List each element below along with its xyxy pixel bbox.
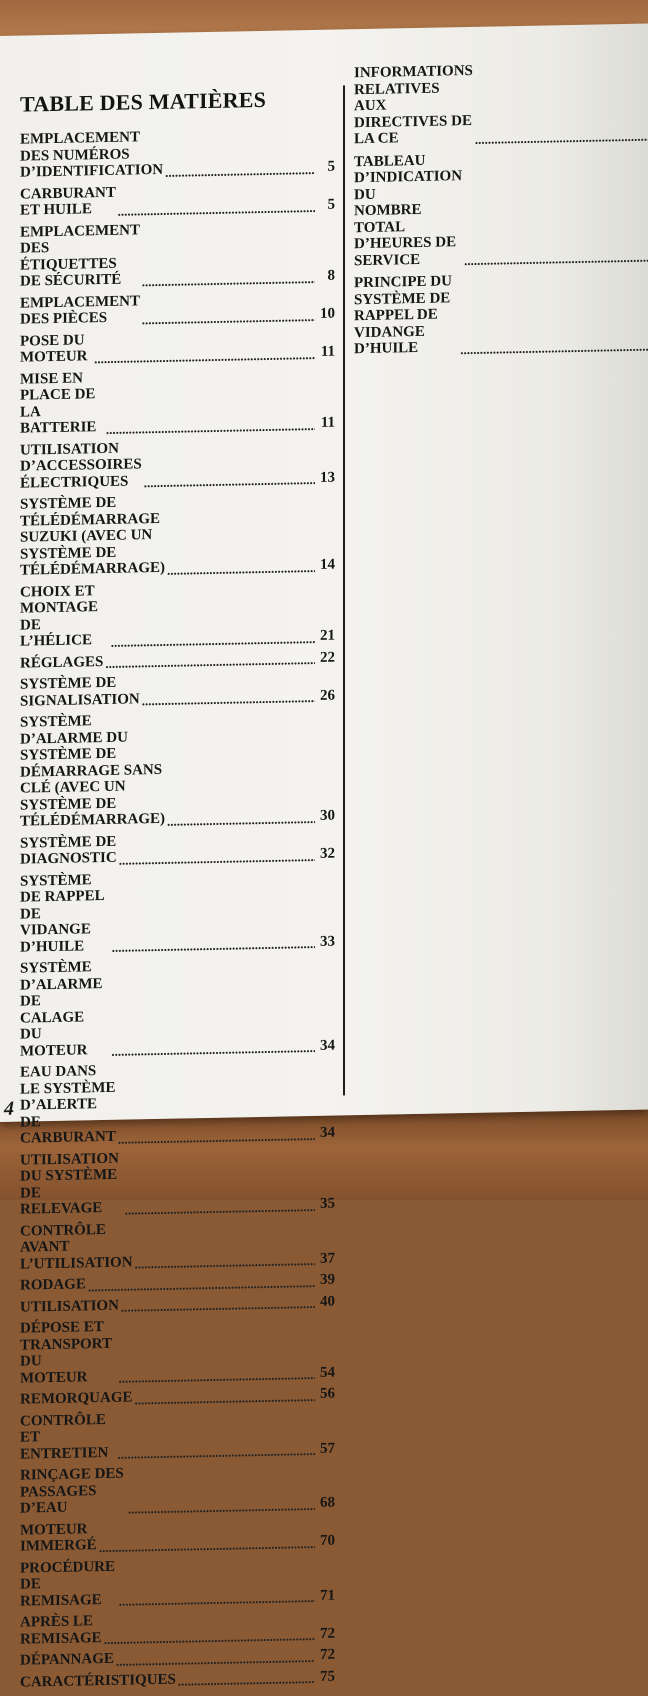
toc-entry[interactable] <box>20 436 335 492</box>
toc-entry-label: DÉPANNAGE <box>20 1650 114 1669</box>
toc-entry-page: 75 <box>320 1668 335 1685</box>
dot-leader <box>119 849 315 866</box>
dot-leader <box>121 1297 315 1314</box>
toc-entry[interactable] <box>20 289 335 328</box>
toc-entry-page: 14 <box>320 556 335 573</box>
toc-entry-page: 5 <box>327 196 335 213</box>
toc-entry-label: SYSTÈME D’ALARME DE CALAGE DU MOTEUR <box>20 959 103 1060</box>
toc-entry[interactable] <box>20 1293 335 1316</box>
dot-leader <box>106 418 315 435</box>
toc-entry-label: CARBURANT ET HUILE <box>20 184 116 219</box>
toc-entry[interactable] <box>20 1315 335 1387</box>
toc-entry[interactable] <box>20 649 335 672</box>
toc-entry[interactable] <box>20 491 335 580</box>
toc-entry[interactable] <box>20 1272 335 1295</box>
toc-entry-label: PROCÉDURE DE REMISAGE <box>20 1558 116 1610</box>
dot-leader <box>464 250 648 267</box>
toc-entry[interactable] <box>20 1554 335 1610</box>
toc-entry-label: EMPLACEMENT DES PIÈCES <box>20 292 140 328</box>
toc-entry[interactable] <box>20 1647 335 1670</box>
toc-entry-label: TABLEAU D’INDICATION DU NOMBRE TOTAL D’HEURES DE SERVICE <box>354 152 463 269</box>
toc-entry-page: 11 <box>320 343 335 360</box>
toc-entry-label: APRÈS LE REMISAGE <box>20 1613 102 1648</box>
toc-entry-label: POSE DU MOTEUR <box>20 331 88 366</box>
toc-entry-label: RINÇAGE DES PASSAGES D’EAU <box>20 1465 124 1517</box>
toc-entry-label: EMPLACEMENT DES ÉTIQUETTES DE SÉCURITÉ <box>20 221 140 290</box>
toc-entry[interactable] <box>354 269 648 357</box>
toc-entry-page: 37 <box>320 1250 335 1267</box>
dot-leader <box>135 1254 315 1270</box>
toc-entry[interactable] <box>20 867 335 956</box>
toc-entry-page: 30 <box>320 807 335 824</box>
dot-leader <box>142 309 315 325</box>
toc-entry-label: EMPLACEMENT DES NUMÉROS D’IDENTIFICATION <box>20 129 164 181</box>
dot-leader <box>142 691 315 707</box>
dot-leader <box>125 1199 315 1216</box>
dot-leader <box>144 473 315 489</box>
toc-entry-label: INFORMATIONS RELATIVES AUX DIRECTIVES DE LA CE <box>354 62 473 148</box>
toc-entry[interactable] <box>20 1462 335 1518</box>
toc-entry[interactable] <box>20 1668 335 1691</box>
toc-entry-label: MOTEUR IMMERGÉ <box>20 1520 97 1555</box>
dot-leader <box>119 1591 315 1608</box>
toc-entry-page: 34 <box>320 1124 335 1141</box>
toc-entry[interactable] <box>20 1609 335 1648</box>
toc-entry-page: 34 <box>320 1037 335 1054</box>
toc-entry-page: 33 <box>320 933 335 950</box>
toc-entry[interactable] <box>20 1407 335 1463</box>
toc-list-continued <box>354 59 648 363</box>
toc-entry-label: SYSTÈME DE RAPPEL DE VIDANGE D’HUILE <box>20 871 104 956</box>
dot-leader <box>118 1444 315 1461</box>
toc-entry-page: 32 <box>320 845 335 862</box>
toc-entry-page: 68 <box>320 1494 335 1511</box>
dot-leader <box>116 1650 315 1667</box>
dot-leader <box>142 271 315 287</box>
toc-entry-label: UTILISATION D’ACCESSOIRES ÉLECTRIQUES <box>20 440 142 492</box>
toc-entry-page: 39 <box>320 1271 335 1288</box>
dot-leader <box>128 1498 315 1515</box>
toc-entry-label: CARACTÉRISTIQUES <box>20 1671 176 1691</box>
toc-entry[interactable] <box>354 148 648 269</box>
toc-entry[interactable] <box>20 365 335 437</box>
dot-leader <box>104 1629 315 1646</box>
toc-entry[interactable] <box>20 1059 335 1148</box>
toc-entry-label: RÉGLAGES <box>20 653 104 672</box>
toc-entry[interactable] <box>20 709 335 831</box>
dot-leader <box>167 560 315 576</box>
dot-leader <box>460 339 648 356</box>
toc-entry-page: 26 <box>320 687 335 704</box>
toc-entry-page: 40 <box>320 1293 335 1310</box>
toc-entry[interactable] <box>20 1146 335 1218</box>
toc-entry-label: SYSTÈME DE TÉLÉDÉMARRAGE SUZUKI (AVEC UN SYSTÈME DE TÉLÉDÉMARRAGE) <box>20 494 166 579</box>
dot-leader <box>167 811 315 827</box>
toc-entry-label: SYSTÈME DE DIAGNOSTIC <box>20 833 117 868</box>
toc-entry[interactable] <box>20 218 335 290</box>
toc-entry[interactable] <box>20 126 335 182</box>
toc-entry[interactable] <box>20 1516 335 1555</box>
toc-entry-label: EAU DANS LE SYSTÈME D’ALERTE DE CARBURANT <box>20 1063 116 1147</box>
toc-entry[interactable] <box>20 1386 335 1409</box>
toc-entry-label: RODAGE <box>20 1276 86 1294</box>
toc-entry-page: 72 <box>320 1646 335 1663</box>
toc-entry-label: MISE EN PLACE DE LA BATTERIE <box>20 369 97 437</box>
toc-entry-page: 35 <box>320 1195 335 1212</box>
dot-leader <box>118 1368 315 1385</box>
toc-entry-page: 70 <box>320 1532 335 1549</box>
dot-leader <box>475 129 648 145</box>
manual-page <box>0 24 648 1691</box>
toc-entry[interactable] <box>20 578 335 650</box>
toc-entry-page: 5 <box>327 158 335 175</box>
toc-entry-page: 22 <box>320 649 335 666</box>
toc-entry-page: 8 <box>327 267 335 284</box>
toc-list <box>20 126 335 1696</box>
toc-entry[interactable] <box>20 1217 335 1273</box>
toc-entry[interactable] <box>20 180 335 219</box>
dot-leader <box>105 653 315 670</box>
toc-entry[interactable] <box>20 829 335 868</box>
dot-leader <box>165 162 315 178</box>
toc-entry-label: PRINCIPE DU SYSTÈME DE RAPPEL DE VIDANGE D’HUILE <box>354 273 452 358</box>
toc-entry[interactable] <box>20 955 335 1060</box>
toc-entry-label: SYSTÈME D’ALARME DU SYSTÈME DE DÉMARRAGE SANS CLÉ (AVEC UN SYSTÈME DE TÉLÉDÉMARRAGE) <box>20 713 166 830</box>
dot-leader <box>135 1389 316 1405</box>
toc-entry-page: 11 <box>320 414 335 431</box>
dot-leader <box>178 1672 315 1688</box>
toc-entry-label: SYSTÈME DE SIGNALISATION <box>20 674 140 710</box>
toc-entry-label: UTILISATION <box>20 1297 119 1316</box>
toc-entry-page: 13 <box>320 469 335 486</box>
dot-leader <box>111 1041 315 1058</box>
column-divider <box>343 85 345 1095</box>
dot-leader <box>118 200 315 217</box>
toc-entry-label: CHOIX ET MONTAGE DE L’HÉLICE <box>20 582 99 650</box>
toc-entry-label: DÉPOSE ET TRANSPORT DU MOTEUR <box>20 1319 112 1387</box>
toc-entry-page: 57 <box>320 1440 335 1457</box>
dot-leader <box>118 1128 315 1145</box>
dot-leader <box>111 631 315 648</box>
toc-entry[interactable] <box>354 59 648 147</box>
toc-entry-label: CONTRÔLE ET ENTRETIEN <box>20 1411 109 1463</box>
toc-entry-page: 72 <box>320 1625 335 1642</box>
dot-leader <box>99 1536 315 1553</box>
toc-entry[interactable] <box>20 327 335 366</box>
toc-entry-label: REMORQUAGE <box>20 1389 133 1408</box>
toc-entry-label: UTILISATION DU SYSTÈME DE RELEVAGE <box>20 1150 119 1218</box>
dot-leader <box>94 347 315 364</box>
page-title: TABLE DES MATIÈRES <box>20 86 267 117</box>
toc-entry-page: 56 <box>320 1385 335 1402</box>
toc-entry-page: 10 <box>320 305 335 322</box>
dot-leader <box>88 1275 315 1292</box>
dot-leader <box>112 937 315 954</box>
toc-entry[interactable] <box>20 671 335 710</box>
toc-entry-page: 54 <box>320 1364 335 1381</box>
toc-entry-label: CONTRÔLE AVANT L’UTILISATION <box>20 1221 133 1273</box>
toc-entry-page: 21 <box>320 627 335 644</box>
page-number: 4 <box>4 1097 14 1120</box>
toc-entry-page: 71 <box>320 1587 335 1604</box>
